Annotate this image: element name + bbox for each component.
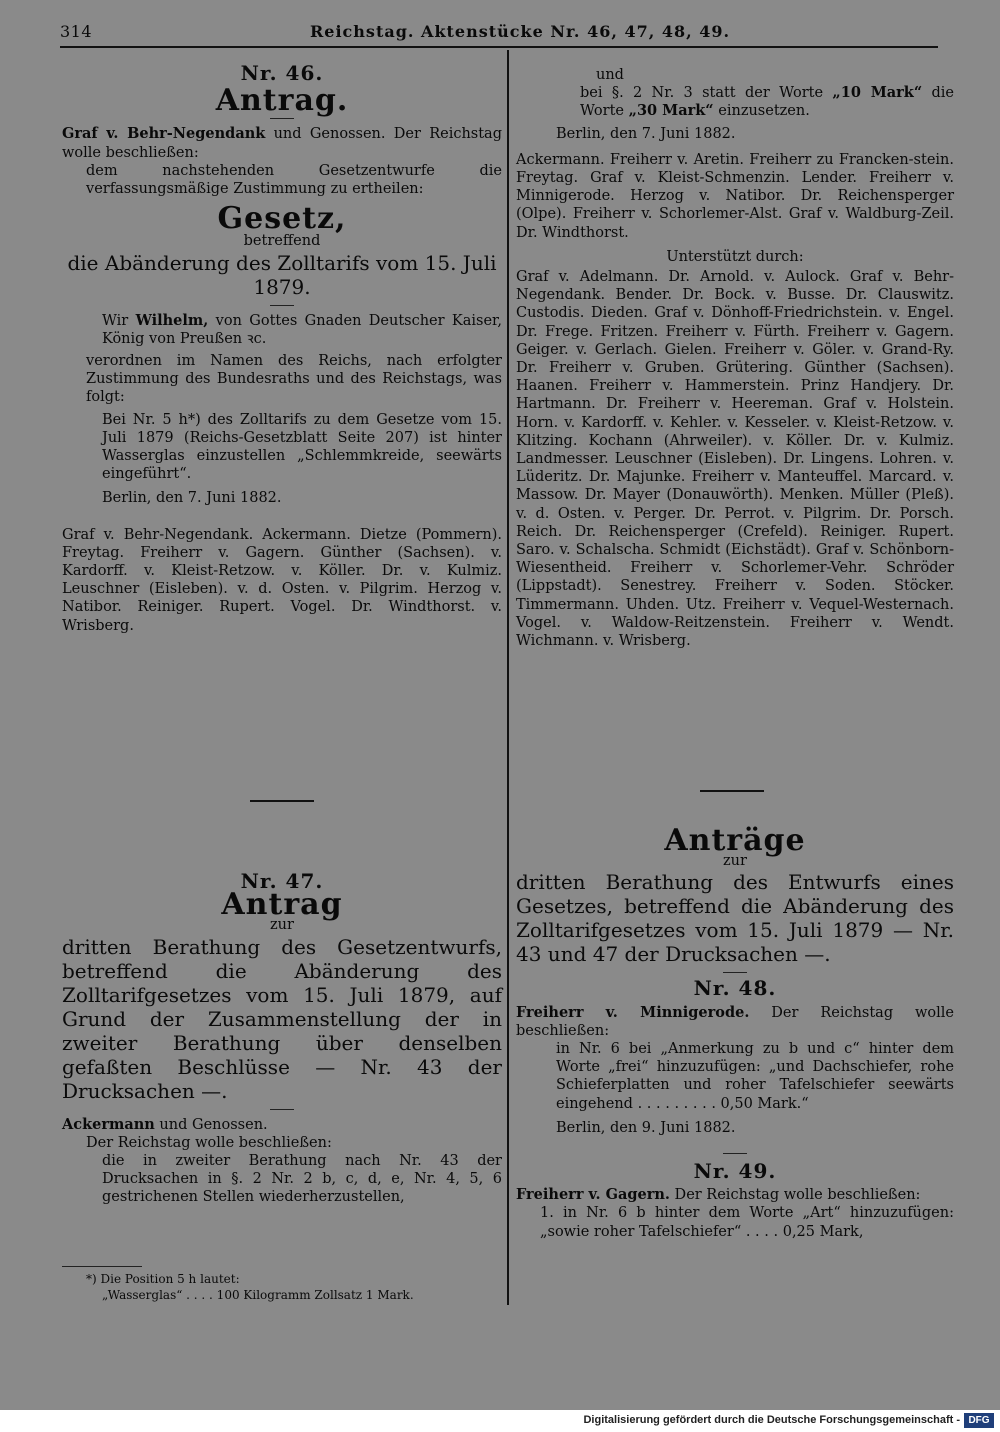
nr48-motion: in Nr. 6 bei „Anmerkung zu b und c“ hinter dem Worte „frei“ hinzuzufügen: „und Dachschiefer, rohe Schieferplatten und roher Tafelschiefer seewärts eingehend . . . . . . . . . 0,50 Mark.“ <box>556 1041 954 1112</box>
page-number: 314 <box>60 22 93 41</box>
right-column-antraege <box>516 823 954 1241</box>
verordnen-text: verordnen im Namen des Reichs, nach erfolgter Zustimmung des Bundesraths und des Reichstags, was folgt: <box>86 353 502 406</box>
nr48-intro <box>516 1004 954 1040</box>
supported-label: Unterstützt durch: <box>666 248 804 265</box>
wir-line <box>62 312 502 348</box>
nr49-intro-name: Freiherr v. Gagern. <box>516 1186 670 1204</box>
law-title: Gesetz, <box>217 201 347 237</box>
nr48-number: Nr. 48. <box>693 976 777 1001</box>
antraege-zur: zur <box>723 853 747 870</box>
nr48-intro-name: Freiherr v. Minnigerode. <box>516 1003 750 1021</box>
nr47-intro-name: Ackermann <box>62 1115 155 1133</box>
section-separator <box>700 790 764 792</box>
nr47-number: Nr. 47. <box>240 869 324 893</box>
header-rule <box>60 46 938 48</box>
footnote <box>62 1266 502 1303</box>
wir-prefix: Wir <box>102 312 136 329</box>
nr46-number: Nr. 46. <box>240 61 324 85</box>
nr46-signatories: Graf v. Behr-Negendank. Ackermann. Dietze (Pommern). Freytag. Freiherr v. Gagern. Günther (Sachsen). v. Kardorff. v. Kleist-Retzow. v. Köller. Dr. v. Kulmiz. Leuschner (Eisleben). v. d. Osten. v. Pilgrim. Herzog v. Natibor. Reiniger. Rupert. Vogel. Dr. Windthorst. v. Wrisberg. <box>62 526 502 634</box>
nr46-intro-sub: dem nachstehenden Gesetzentwurfe die verfassungsmäßige Zustimmung zu ertheilen: <box>86 162 502 198</box>
wir-name: Wilhelm, <box>135 311 209 329</box>
nr49-intro <box>516 1186 954 1204</box>
nr46-date: Berlin, den 7. Juni 1882. <box>102 490 282 507</box>
divider-dash <box>723 972 747 973</box>
cont-text1: bei §. 2 Nr. 3 statt der Worte <box>580 85 833 102</box>
left-column <box>62 58 502 635</box>
footnote-line1: *) Die Position 5 h lautet: <box>86 1272 240 1286</box>
footer-credit: Digitalisierung gefördert durch die Deutsche Forschungsgemeinschaft - <box>583 1414 960 1426</box>
nr46-intro-rest: und Genossen. Der Reichstag wolle beschließen: <box>62 126 502 161</box>
antraege-subject: dritten Berathung des Entwurfs eines Gesetzes, betreffend die Abänderung des Zolltarifgesetzes vom 15. Juli 1879 — Nr. 43 und 47 der Drucksachen —. <box>516 870 954 967</box>
nr46-intro <box>62 125 502 161</box>
nr47-intro-rest: und Genossen. <box>154 1116 268 1133</box>
column-divider <box>507 50 509 1305</box>
cont-worte1: „10 Mark“ <box>832 84 923 102</box>
section-separator <box>250 800 314 802</box>
divider-dash <box>270 305 294 306</box>
divider-dash <box>270 1109 294 1110</box>
nr49-number: Nr. 49. <box>693 1159 777 1184</box>
nr49-item1: 1. in Nr. 6 b hinter dem Worte „Art“ hinzuzufügen: „sowie roher Tafelschiefer“ . . . . 0,25 Mark, <box>540 1205 954 1240</box>
nr47-intro <box>62 1116 502 1134</box>
cont-text2: die Worte <box>580 85 954 120</box>
wir-rest: von Gottes Gnaden Deutscher Kaiser, König von Preußen ꝛc. <box>102 312 503 347</box>
cont-worte2: „30 Mark“ <box>628 102 714 120</box>
cont-signers: Ackermann. Freiherr v. Aretin. Freiherr zu Francken-stein. Freytag. Graf v. Kleist-Schmenzin. Lender. Freiherr v. Minnigerode. Herzog v. Natibor. Dr. Reichensperger (Olpe). Freiherr v. Schorlemer-Alst. Graf v. Waldburg-Zeil. Dr. Windthorst. <box>516 151 954 241</box>
dfg-logo: DFG <box>964 1413 994 1428</box>
page-header <box>60 22 1000 46</box>
nr47-zur: zur <box>270 917 294 934</box>
nr47-subject: dritten Berathung des Gesetzentwurfs, betreffend die Abänderung des Zolltarifgesetzes vom 15. Juli 1879, auf Grund der Zusammenstellung der in zweiter Berathung über denselben gefaßten Beschlüsse — Nr. 43 der Drucksachen —. <box>62 934 502 1103</box>
law-article: Bei Nr. 5 h*) des Zolltarifs zu dem Gesetze vom 15. Juli 1879 (Reichs-Gesetzblatt Seite 207) ist hinter Wasserglas einzustellen „Schlemmkreide, seewärts eingeführt“. <box>102 411 502 483</box>
nr47-reichstag: Der Reichstag wolle beschließen: <box>86 1134 332 1151</box>
cont-und: und <box>596 67 624 83</box>
header-title: Reichstag. Aktenstücke Nr. 46, 47, 48, 49. <box>310 22 731 41</box>
footnote-rule <box>62 1266 142 1267</box>
nr49-intro-rest: Der Reichstag wolle beschließen: <box>669 1187 921 1204</box>
supporters-list: Graf v. Adelmann. Dr. Arnold. v. Aulock. Graf v. Behr-Negendank. Bender. Dr. Bock. v. Busse. Dr. Clauswitz. Custodis. Dieden. Graf v. Dönhoff-Friedrichstein. v. Engel. Dr. Frege. Fritzen. Freiherr v. Fürth. Freiherr v. Gagern. Geiger. v. Gerlach. Gielen. Freiherr v. Göler. v. Grand-Ry. Dr. Freiherr v. Gruben. Grütering. Günther (Sachsen). Haanen. Freiherr v. Hammerstein. Prinz Handjery. Dr. Hartmann. Dr. Freiherr v. Heereman. Graf v. Holstein. Horn. v. Kardorff. v. Kehler. v. Kesseler. v. Kleist-Retzow. v. Klitzing. Kochann (Ahrweiler). v. Köller. Dr. v. Kulmiz. Landmesser. Leuschner (Eisleben). Dr. Lingens. Lohren. v. Lüderitz. Dr. Majunke. Freiherr v. Manteuffel. Marcard. v. Massow. Dr. Mayer (Donauwörth). Menken. Müller (Pleß). v. d. Osten. v. Perger. Dr. Perrot. v. Pilgrim. Dr. Porsch. Reich. Dr. Reichensperger (Crefeld). Reiniger. Rupert. Saro. v. Schalscha. Schmidt (Eichstädt). Graf v. Schönborn-Wiesentheid. Freiherr v. Schorlemer-Vehr. Schröder (Lippstadt). Senestrey. Freiherr v. Soden. Stöcker. Timmermann. Uhden. Utz. Freiherr v. Vequel-Westernach. Vogel. v. Waldow-Reitzenstein. Freiherr v. Wendt. Wichmann. v. Wrisberg. <box>516 269 954 650</box>
nr46-intro-name: Graf v. Behr-Negendank <box>62 125 266 143</box>
divider-dash <box>723 1153 747 1154</box>
nr46-heading: Antrag. <box>215 83 349 119</box>
cont-text <box>516 84 954 120</box>
footnote-line2: „Wasserglas“ . . . . 100 Kilogramm Zollsatz 1 Mark. <box>102 1288 414 1302</box>
nr48-date: Berlin, den 9. Juni 1882. <box>556 1119 736 1136</box>
law-subject: die Abänderung des Zolltarifs vom 15. Juli 1879. <box>67 250 497 299</box>
left-column-nr47 <box>62 866 502 1207</box>
divider-dash <box>270 118 294 119</box>
right-column <box>516 66 954 650</box>
antraege-heading: Anträge <box>664 823 806 858</box>
nr47-motion: die in zweiter Berathung nach Nr. 43 der Drucksachen in §. 2 Nr. 2 b, c, d, e, Nr. 4, 5, 6 gestrichenen Stellen wiederherzustellen, <box>102 1153 502 1206</box>
law-betreffend: betreffend <box>243 233 321 250</box>
nr48-intro-rest: Der Reichstag wolle beschließen: <box>516 1004 954 1039</box>
cont-date: Berlin, den 7. Juni 1882. <box>556 125 736 142</box>
cont-text3: einzusetzen. <box>713 103 810 120</box>
digitization-footer <box>0 1410 1000 1432</box>
nr47-heading: Antrag <box>221 887 343 923</box>
